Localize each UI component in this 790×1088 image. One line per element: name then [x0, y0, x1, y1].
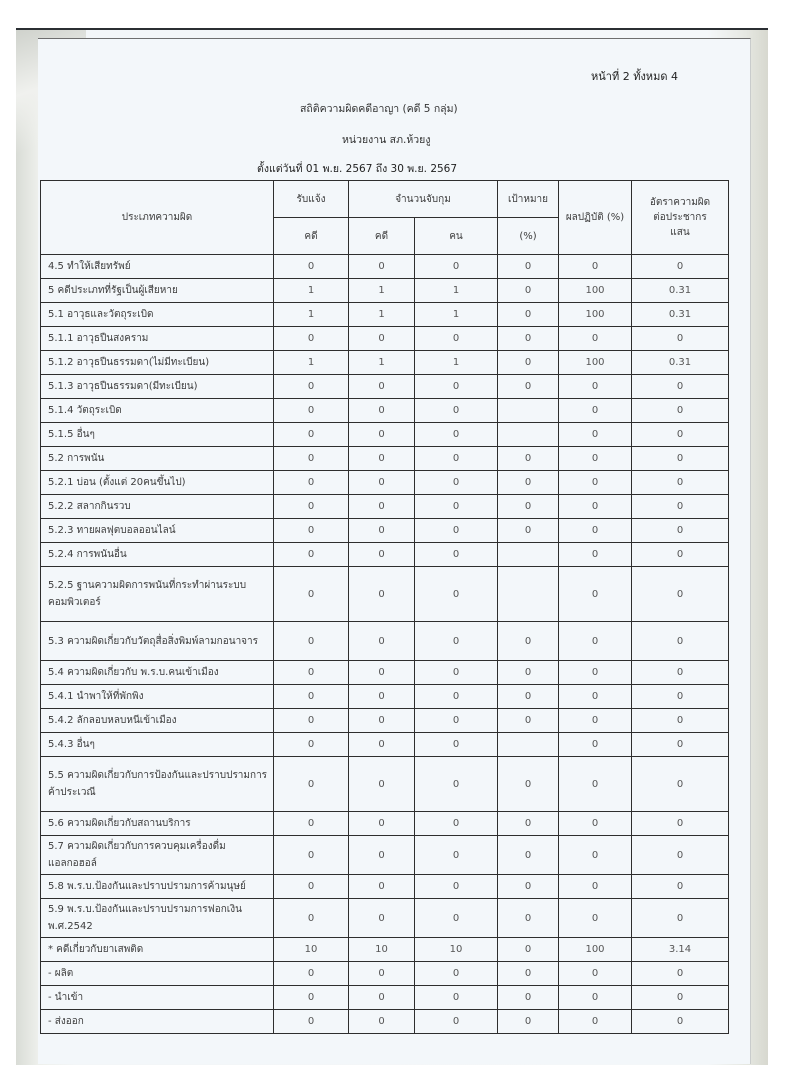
rate-cell: 0 [632, 399, 729, 423]
arrest-persons-cell: 0 [415, 447, 498, 471]
table-row [41, 661, 729, 685]
table-row [41, 495, 729, 519]
category-cell: 5 คดีประเภทที่รัฐเป็นผู้เสียหาย [41, 279, 274, 303]
arrest-persons-cell: 0 [415, 622, 498, 661]
target-cell: 0 [498, 899, 559, 938]
arrest-cases-cell: 0 [349, 423, 415, 447]
table-row [41, 567, 729, 622]
performance-cell: 0 [559, 899, 632, 938]
arrest-persons-cell: 0 [415, 836, 498, 875]
header-arrest-persons: คน [415, 218, 498, 255]
category-cell: - ผลิต [41, 962, 274, 986]
performance-cell: 0 [559, 709, 632, 733]
arrest-persons-cell: 0 [415, 519, 498, 543]
reported-cell: 0 [274, 962, 349, 986]
arrest-persons-cell: 1 [415, 351, 498, 375]
target-cell: 0 [498, 875, 559, 899]
arrest-cases-cell: 0 [349, 375, 415, 399]
rate-cell: 0 [632, 495, 729, 519]
crime-statistics-table [40, 180, 729, 1034]
performance-cell: 0 [559, 519, 632, 543]
table-row [41, 327, 729, 351]
reported-cell: 0 [274, 757, 349, 812]
header-arrests: จำนวนจับกุม [349, 181, 498, 218]
category-cell: 5.2 การพนัน [41, 447, 274, 471]
arrest-persons-cell: 0 [415, 709, 498, 733]
arrest-cases-cell: 0 [349, 733, 415, 757]
table-header-row [41, 181, 729, 218]
category-cell: 5.1.4 วัตถุระเบิด [41, 399, 274, 423]
reported-cell: 1 [274, 303, 349, 327]
performance-cell: 0 [559, 399, 632, 423]
target-cell: 0 [498, 1010, 559, 1034]
reported-cell: 0 [274, 327, 349, 351]
category-cell: 5.4.2 ลักลอบหลบหนีเข้าเมือง [41, 709, 274, 733]
performance-cell: 0 [559, 495, 632, 519]
performance-cell: 100 [559, 938, 632, 962]
performance-cell: 100 [559, 303, 632, 327]
arrest-persons-cell: 0 [415, 685, 498, 709]
reported-cell: 0 [274, 685, 349, 709]
performance-cell: 0 [559, 733, 632, 757]
header-target-percent: (%) [498, 218, 559, 255]
arrest-persons-cell: 0 [415, 375, 498, 399]
table-row [41, 447, 729, 471]
header-category: ประเภทความผิด [41, 181, 274, 255]
target-cell [498, 399, 559, 423]
reported-cell: 0 [274, 447, 349, 471]
category-cell: 5.1.2 อาวุธปืนธรรมดา(ไม่มีทะเบียน) [41, 351, 274, 375]
table-row [41, 543, 729, 567]
arrest-cases-cell: 1 [349, 279, 415, 303]
arrest-cases-cell: 0 [349, 661, 415, 685]
category-cell: 5.2.3 ทายผลฟุตบอลออนไลน์ [41, 519, 274, 543]
rate-cell: 0.31 [632, 279, 729, 303]
arrest-cases-cell: 0 [349, 567, 415, 622]
performance-cell: 0 [559, 543, 632, 567]
reported-cell: 0 [274, 899, 349, 938]
arrest-persons-cell: 0 [415, 255, 498, 279]
arrest-cases-cell: 0 [349, 543, 415, 567]
performance-cell: 0 [559, 986, 632, 1010]
rate-cell: 0 [632, 962, 729, 986]
header-reported-cases: คดี [274, 218, 349, 255]
arrest-persons-cell: 0 [415, 543, 498, 567]
table-row [41, 423, 729, 447]
arrest-persons-cell: 0 [415, 812, 498, 836]
performance-cell: 0 [559, 757, 632, 812]
target-cell: 0 [498, 375, 559, 399]
performance-cell: 0 [559, 1010, 632, 1034]
category-cell: 5.1 อาวุธและวัตถุระเบิด [41, 303, 274, 327]
arrest-persons-cell: 0 [415, 661, 498, 685]
category-cell: - ส่งออก [41, 1010, 274, 1034]
arrest-persons-cell: 0 [415, 399, 498, 423]
arrest-cases-cell: 0 [349, 757, 415, 812]
target-cell [498, 567, 559, 622]
category-cell: 5.6 ความผิดเกี่ยวกับสถานบริการ [41, 812, 274, 836]
report-period: ตั้งแต่วันที่ 01 พ.ย. 2567 ถึง 30 พ.ย. 2567 [257, 163, 458, 175]
category-cell: 4.5 ทำให้เสียทรัพย์ [41, 255, 274, 279]
performance-cell: 0 [559, 812, 632, 836]
category-cell: 5.4 ความผิดเกี่ยวกับ พ.ร.บ.คนเข้าเมือง [41, 661, 274, 685]
performance-cell: 0 [559, 962, 632, 986]
performance-cell: 0 [559, 327, 632, 351]
category-cell: 5.9 พ.ร.บ.ป้องกันและปราบปรามการฟอกเงิน พ.ศ.2542 [41, 899, 274, 938]
arrest-cases-cell: 0 [349, 836, 415, 875]
target-cell: 0 [498, 661, 559, 685]
category-cell: 5.2.2 สลากกินรวบ [41, 495, 274, 519]
table-body [41, 255, 729, 1034]
reported-cell: 1 [274, 279, 349, 303]
arrest-cases-cell: 0 [349, 875, 415, 899]
rate-cell: 0 [632, 733, 729, 757]
arrest-cases-cell: 0 [349, 327, 415, 351]
header-reported: รับแจ้ง [274, 181, 349, 218]
reported-cell: 0 [274, 622, 349, 661]
target-cell: 0 [498, 986, 559, 1010]
arrest-persons-cell: 0 [415, 567, 498, 622]
category-cell: 5.8 พ.ร.บ.ป้องกันและปราบปรามการค้ามนุษย์ [41, 875, 274, 899]
category-cell: 5.5 ความผิดเกี่ยวกับการป้องกันและปราบปรามการค้าประเวณี [41, 757, 274, 812]
table-row [41, 375, 729, 399]
target-cell: 0 [498, 685, 559, 709]
target-cell: 0 [498, 622, 559, 661]
rate-cell: 0 [632, 875, 729, 899]
reported-cell: 0 [274, 375, 349, 399]
arrest-cases-cell: 0 [349, 709, 415, 733]
arrest-cases-cell: 1 [349, 351, 415, 375]
target-cell: 0 [498, 757, 559, 812]
rate-cell: 0.31 [632, 303, 729, 327]
target-cell: 0 [498, 962, 559, 986]
category-cell: 5.1.5 อื่นๆ [41, 423, 274, 447]
arrest-cases-cell: 10 [349, 938, 415, 962]
table-row [41, 836, 729, 875]
target-cell [498, 543, 559, 567]
arrest-cases-cell: 0 [349, 399, 415, 423]
target-cell [498, 423, 559, 447]
target-cell: 0 [498, 447, 559, 471]
arrest-cases-cell: 1 [349, 303, 415, 327]
reported-cell: 0 [274, 519, 349, 543]
arrest-cases-cell: 0 [349, 447, 415, 471]
category-cell: 5.4.1 นำพาให้ที่พักพิง [41, 685, 274, 709]
table-row [41, 733, 729, 757]
reported-cell: 0 [274, 495, 349, 519]
header-performance: ผลปฏิบัติ (%) [559, 181, 632, 255]
rate-cell: 0 [632, 685, 729, 709]
table-row [41, 812, 729, 836]
category-cell: 5.4.3 อื่นๆ [41, 733, 274, 757]
arrest-persons-cell: 0 [415, 471, 498, 495]
rate-cell: 0 [632, 519, 729, 543]
category-cell: 5.1.1 อาวุธปืนสงคราม [41, 327, 274, 351]
table-row [41, 875, 729, 899]
rate-cell: 0 [632, 327, 729, 351]
arrest-cases-cell: 0 [349, 899, 415, 938]
target-cell: 0 [498, 303, 559, 327]
performance-cell: 0 [559, 255, 632, 279]
header-rate: อัตราความผิดต่อประชากรแสน [632, 181, 729, 255]
rate-cell: 0 [632, 567, 729, 622]
arrest-persons-cell: 1 [415, 303, 498, 327]
rate-cell: 0 [632, 375, 729, 399]
reported-cell: 0 [274, 399, 349, 423]
rate-cell: 0 [632, 899, 729, 938]
rate-cell: 0 [632, 622, 729, 661]
performance-cell: 0 [559, 622, 632, 661]
target-cell [498, 733, 559, 757]
table-row [41, 685, 729, 709]
reported-cell: 0 [274, 733, 349, 757]
rate-cell: 0.31 [632, 351, 729, 375]
reported-cell: 0 [274, 812, 349, 836]
rate-cell: 0 [632, 986, 729, 1010]
arrest-persons-cell: 0 [415, 962, 498, 986]
target-cell: 0 [498, 836, 559, 875]
reported-cell: 10 [274, 938, 349, 962]
performance-cell: 0 [559, 836, 632, 875]
arrest-persons-cell: 0 [415, 986, 498, 1010]
reported-cell: 0 [274, 543, 349, 567]
table-row [41, 303, 729, 327]
reported-cell: 0 [274, 567, 349, 622]
report-title: สถิติความผิดคดีอาญา (คดี 5 กลุ่ม) [300, 103, 458, 115]
table-row [41, 962, 729, 986]
performance-cell: 100 [559, 351, 632, 375]
rate-cell: 0 [632, 543, 729, 567]
arrest-cases-cell: 0 [349, 255, 415, 279]
arrest-persons-cell: 0 [415, 757, 498, 812]
target-cell: 0 [498, 327, 559, 351]
target-cell: 0 [498, 279, 559, 303]
target-cell: 0 [498, 495, 559, 519]
target-cell: 0 [498, 471, 559, 495]
arrest-cases-cell: 0 [349, 495, 415, 519]
arrest-persons-cell: 0 [415, 423, 498, 447]
rate-cell: 0 [632, 709, 729, 733]
rate-cell: 3.14 [632, 938, 729, 962]
arrest-cases-cell: 0 [349, 685, 415, 709]
table-row [41, 938, 729, 962]
reported-cell: 1 [274, 351, 349, 375]
category-cell: 5.2.5 ฐานความผิดการพนันที่กระทำผ่านระบบคอมพิวเตอร์ [41, 567, 274, 622]
arrest-persons-cell: 0 [415, 899, 498, 938]
arrest-cases-cell: 0 [349, 812, 415, 836]
table-row [41, 899, 729, 938]
performance-cell: 0 [559, 447, 632, 471]
performance-cell: 0 [559, 375, 632, 399]
arrest-cases-cell: 0 [349, 471, 415, 495]
arrest-persons-cell: 0 [415, 875, 498, 899]
table-row [41, 519, 729, 543]
arrest-cases-cell: 0 [349, 519, 415, 543]
reported-cell: 0 [274, 986, 349, 1010]
table-row [41, 399, 729, 423]
reported-cell: 0 [274, 875, 349, 899]
reported-cell: 0 [274, 255, 349, 279]
rate-cell: 0 [632, 812, 729, 836]
table-row [41, 709, 729, 733]
rate-cell: 0 [632, 447, 729, 471]
performance-cell: 0 [559, 471, 632, 495]
category-cell: 5.3 ความผิดเกี่ยวกับวัตถุสื่อสิ่งพิมพ์ลามกอนาจาร [41, 622, 274, 661]
table-row [41, 471, 729, 495]
header-arrest-cases: คดี [349, 218, 415, 255]
table-row [41, 255, 729, 279]
document-page [38, 38, 751, 1064]
arrest-cases-cell: 0 [349, 962, 415, 986]
performance-cell: 0 [559, 423, 632, 447]
category-cell: 5.1.3 อาวุธปืนธรรมดา(มีทะเบียน) [41, 375, 274, 399]
target-cell: 0 [498, 351, 559, 375]
reported-cell: 0 [274, 471, 349, 495]
rate-cell: 0 [632, 757, 729, 812]
reported-cell: 0 [274, 1010, 349, 1034]
reported-cell: 0 [274, 709, 349, 733]
header-target: เป้าหมาย [498, 181, 559, 218]
arrest-persons-cell: 0 [415, 327, 498, 351]
rate-cell: 0 [632, 661, 729, 685]
category-cell: 5.2.4 การพนันอื่น [41, 543, 274, 567]
rate-cell: 0 [632, 471, 729, 495]
arrest-persons-cell: 1 [415, 279, 498, 303]
table-row [41, 1010, 729, 1034]
reported-cell: 0 [274, 661, 349, 685]
reported-cell: 0 [274, 423, 349, 447]
rate-cell: 0 [632, 255, 729, 279]
arrest-cases-cell: 0 [349, 1010, 415, 1034]
category-cell: - นำเข้า [41, 986, 274, 1010]
category-cell: 5.7 ความผิดเกี่ยวกับการควบคุมเครื่องดื่มแอลกอฮอล์ [41, 836, 274, 875]
table-row [41, 279, 729, 303]
performance-cell: 0 [559, 567, 632, 622]
arrest-persons-cell: 0 [415, 733, 498, 757]
table-row [41, 622, 729, 661]
performance-cell: 0 [559, 661, 632, 685]
performance-cell: 0 [559, 875, 632, 899]
category-cell: * คดีเกี่ยวกับยาเสพติด [41, 938, 274, 962]
page-indicator: หน้าที่ 2 ทั้งหมด 4 [591, 70, 678, 83]
table-row [41, 757, 729, 812]
target-cell: 0 [498, 812, 559, 836]
target-cell: 0 [498, 255, 559, 279]
report-unit: หน่วยงาน สภ.ห้วยงู [342, 134, 431, 146]
target-cell: 0 [498, 709, 559, 733]
target-cell: 0 [498, 938, 559, 962]
arrest-cases-cell: 0 [349, 622, 415, 661]
arrest-cases-cell: 0 [349, 986, 415, 1010]
table-row [41, 351, 729, 375]
reported-cell: 0 [274, 836, 349, 875]
performance-cell: 100 [559, 279, 632, 303]
category-cell: 5.2.1 บ่อน (ตั้งแต่ 20คนขึ้นไป) [41, 471, 274, 495]
table-row [41, 986, 729, 1010]
rate-cell: 0 [632, 1010, 729, 1034]
arrest-persons-cell: 10 [415, 938, 498, 962]
target-cell: 0 [498, 519, 559, 543]
rate-cell: 0 [632, 423, 729, 447]
arrest-persons-cell: 0 [415, 1010, 498, 1034]
arrest-persons-cell: 0 [415, 495, 498, 519]
performance-cell: 0 [559, 685, 632, 709]
rate-cell: 0 [632, 836, 729, 875]
